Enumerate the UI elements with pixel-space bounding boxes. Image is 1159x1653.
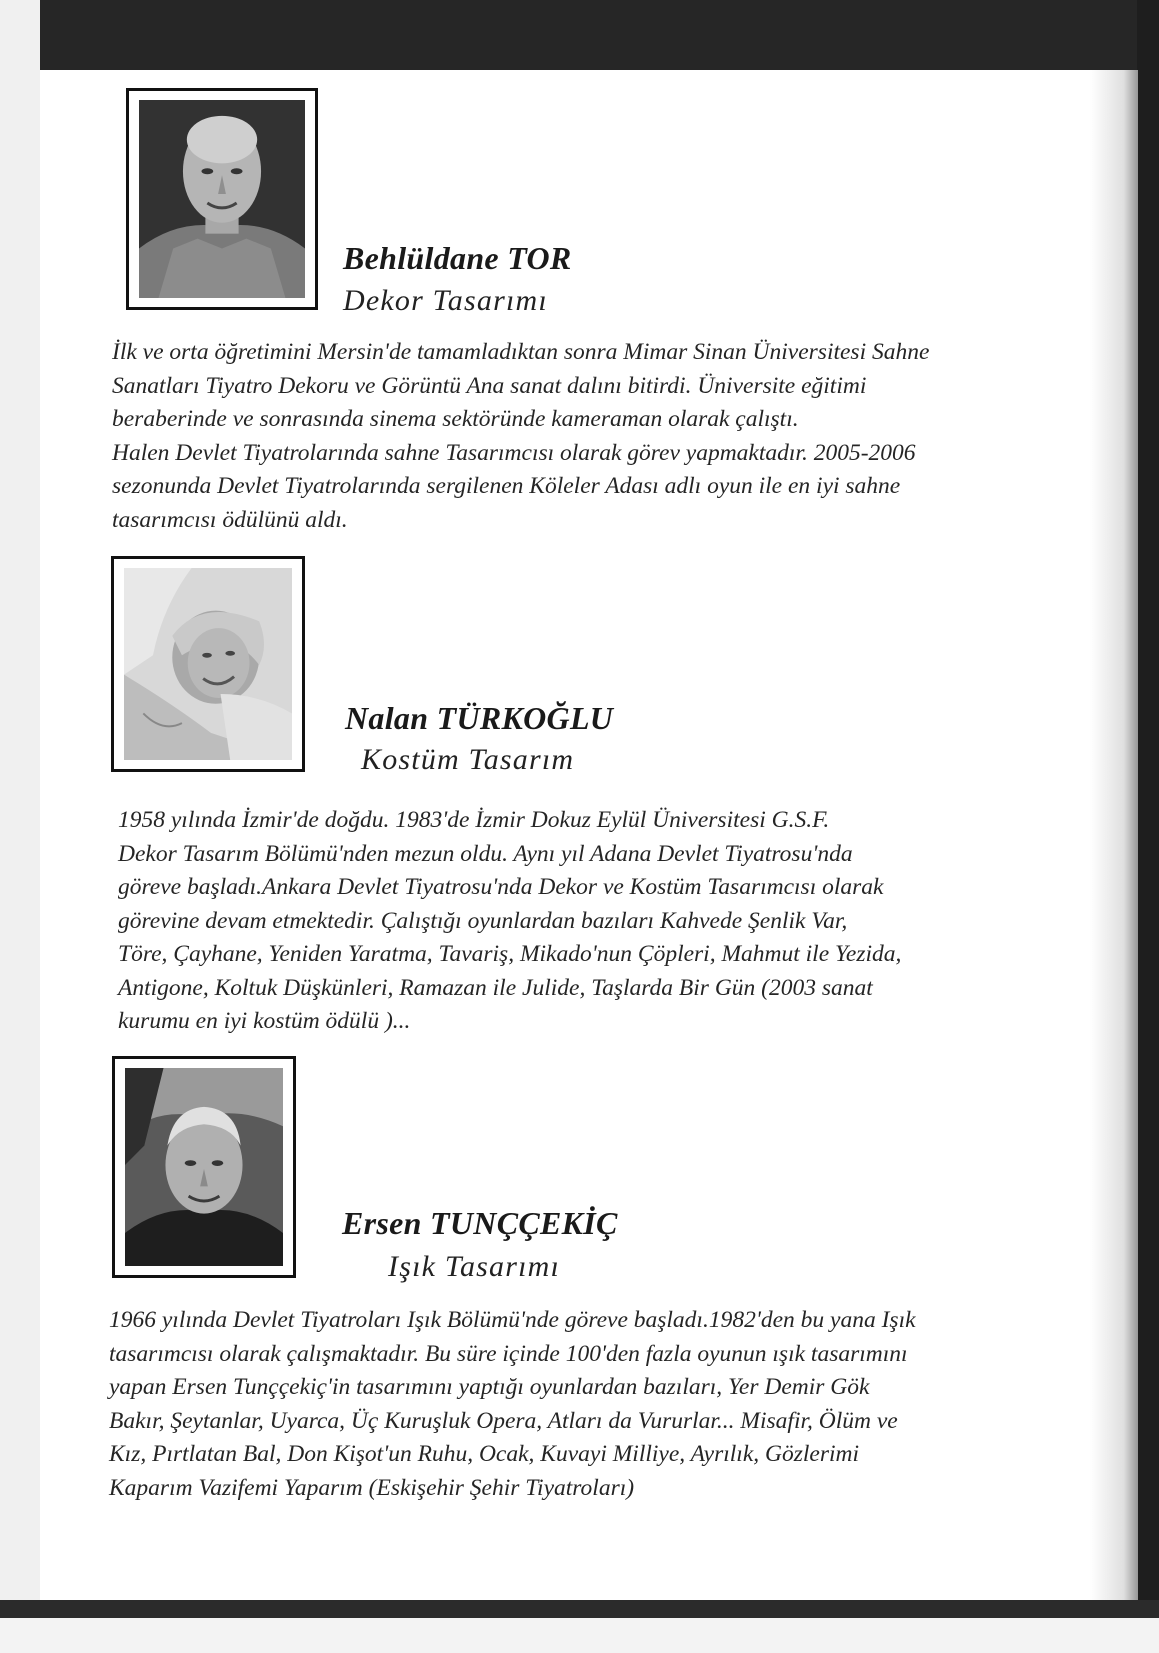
- page-gutter-shadow: [1090, 70, 1138, 1600]
- bio-line: Kaparım Vazifemi Yaparım (Eskişehir Şehir Tiyatroları): [109, 1474, 635, 1501]
- bio-line: tasarımcısı ödülünü aldı.: [112, 506, 348, 533]
- bio-line: tasarımcısı olarak çalışmaktadır. Bu süre içinde 100'den fazla oyunun ışık tasarımını: [109, 1340, 908, 1367]
- designer-role: Kostüm Tasarım: [361, 743, 575, 776]
- portrait-photo: [125, 1068, 283, 1266]
- designer-role: Işık Tasarımı: [388, 1250, 561, 1283]
- profile-photo-frame: [111, 556, 305, 772]
- portrait-photo: [124, 568, 292, 760]
- bio-line: Dekor Tasarım Bölümü'nden mezun oldu. Aynı yıl Adana Devlet Tiyatrosu'nda: [118, 840, 853, 867]
- bio-line: yapan Ersen Tunççekiç'in tasarımını yaptığı oyunlardan bazıları, Yer Demir Gök: [109, 1374, 870, 1400]
- bio-line: Halen Devlet Tiyatrolarında sahne Tasarımcısı olarak görev yapmaktadır. 2005-2006: [112, 439, 916, 466]
- bio-line: göreve başladı.Ankara Devlet Tiyatrosu'nda Dekor ve Kostüm Tasarımcısı olarak: [118, 874, 884, 900]
- bio-line: kurumu en iyi kostüm ödülü )...: [118, 1008, 411, 1034]
- scan-bottom-band: [0, 1600, 1159, 1618]
- bio-line: sezonunda Devlet Tiyatrolarında sergilenen Köleler Adası adlı oyun ile en iyi sahne: [112, 473, 901, 499]
- designer-name: Ersen TUNÇÇEKİÇ: [342, 1205, 618, 1241]
- bio-line: 1958 yılında İzmir'de doğdu. 1983'de İzmir Dokuz Eylül Üniversitesi G.S.F.: [118, 807, 830, 833]
- designer-biography: [109, 1304, 916, 1505]
- profile-photo-frame: [126, 88, 318, 310]
- scan-top-edge: [0, 0, 1159, 72]
- bio-line: görevine devam etmektedir. Çalıştığı oyunlardan bazıları Kahvede Şenlik Var,: [118, 907, 848, 934]
- designer-biography: [118, 804, 901, 1039]
- scan-right-edge: [1137, 0, 1159, 1653]
- profile-photo-frame: [112, 1056, 296, 1278]
- bio-line: İlk ve orta öğretimini Mersin'de tamamladıktan sonra Mimar Sinan Üniversitesi Sahne: [112, 339, 930, 365]
- designer-biography: [112, 336, 929, 537]
- designer-name: Behlüldane TOR: [343, 240, 572, 276]
- portrait-photo: [139, 100, 305, 298]
- bio-line: Kız, Pırtlatan Bal, Don Kişot'un Ruhu, Ocak, Kuvayi Milliye, Ayrılık, Gözlerimi: [109, 1441, 860, 1467]
- designer-role: Dekor Tasarımı: [343, 284, 548, 317]
- bio-line: Sanatları Tiyatro Dekoru ve Görüntü Ana sanat dalını bitirdi. Üniversite eğitimi: [112, 372, 867, 399]
- brochure-page: [40, 70, 1138, 1600]
- bio-line: Töre, Çayhane, Yeniden Yaratma, Tavariş, Mikado'nun Çöpleri, Mahmut ile Yezida,: [118, 941, 902, 967]
- bio-line: Antigone, Koltuk Düşkünleri, Ramazan ile Julide, Taşlarda Bir Gün (2003 sanat: [118, 974, 873, 1001]
- bio-line: Bakır, Şeytanlar, Uyarca, Üç Kuruşluk Opera, Atları da Vururlar... Misafir, Ölüm ve: [109, 1407, 898, 1434]
- bio-line: beraberinde ve sonrasında sinema sektöründe kameraman olarak çalıştı.: [112, 406, 799, 432]
- bio-line: 1966 yılında Devlet Tiyatroları Işık Bölümü'nde göreve başladı.1982'den bu yana Işık: [109, 1307, 916, 1333]
- designer-name: Nalan TÜRKOĞLU: [345, 700, 614, 736]
- scan-left-edge: [0, 0, 40, 1610]
